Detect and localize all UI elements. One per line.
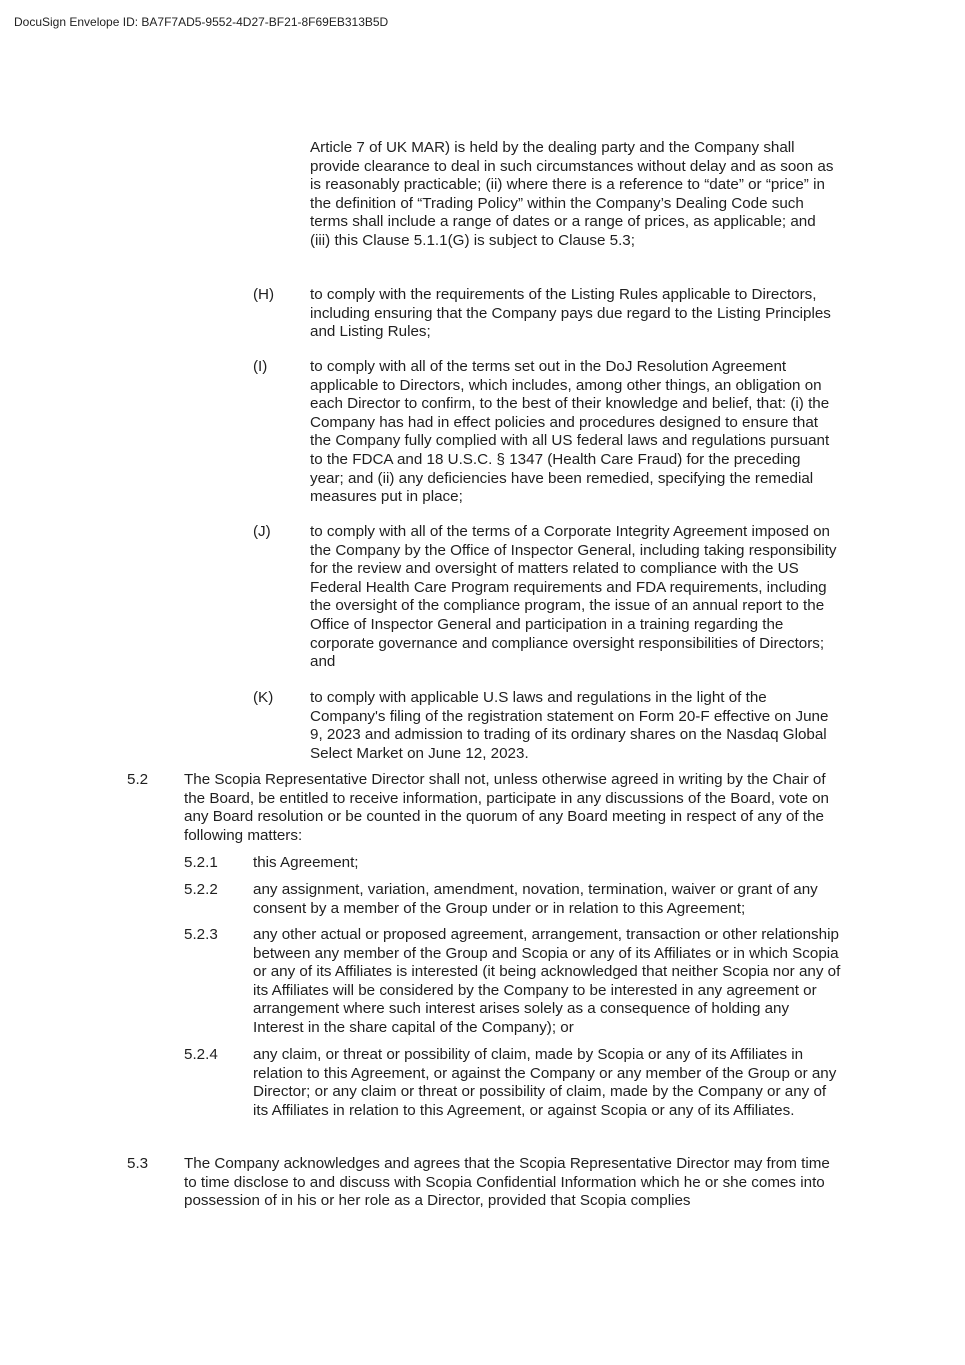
subclause-5-2-4-text: any claim, or threat or possibility of claim, made by Scopia or any of its Affiliates in relation to this Agreement, or against the Company or any member of the Group or any Director; or any claim or threat or possibility of claim, made by the Company or any of its Affiliates in relation to this Agreement, or against Scopia or any of its Affiliates. [253, 1046, 837, 1119]
subclause-5-2-1-text: this Agreement; [253, 854, 359, 871]
clause-5-2-number: 5.2 [127, 771, 149, 788]
subclause-5-2-2-number: 5.2.2 [184, 881, 218, 898]
clause-5-3-number: 5.3 [127, 1155, 149, 1172]
item-i-text: to comply with all of the terms set out in the DoJ Resolution Agreement applicable to Directors, which includes, among other things, an obligation on each Director to confirm, to the best of their knowledge and belief, that: (i) the Company has had in effect policies and procedures designed to ensure that the Company fully complied with all US federal laws and regulations pursuant to the FDCA and 18 U.S.C. § 1347 (Health Care Fraud) for the preceding year; and (ii) any deficiencies have been remedied, specifying the remedial measures put in place; [310, 358, 830, 506]
item-j-text: to comply with all of the terms of a Corporate Integrity Agreement imposed on the Company by the Office of Inspector General, including taking responsibility for the review and oversight of matters related to compliance with the US Federal Health Care Program requirements and FDA requirements, including the oversight of the compliance program, the issue of an annual report to the Office of Inspector General and participation in a training regarding the corporate governance and compliance oversight responsibilities of Directors; and [310, 523, 837, 671]
clause-5-2-text: The Scopia Representative Director shall not, unless otherwise agreed in writing by the Chair of the Board, be entitled to receive information, participate in any discussions of the Board, vote on any Board resolution or be counted in the quorum of any Board meeting in respect of any of the following matters: [184, 771, 830, 844]
item-h-text: to comply with the requirements of the Listing Rules applicable to Directors, including ensuring that the Company pays due regard to the Listing Principles and Listing Rules; [310, 286, 831, 341]
item-h-label: (H) [253, 286, 275, 303]
item-k-label: (K) [253, 689, 274, 706]
item-i-label: (I) [253, 358, 268, 375]
item-j-label: (J) [253, 523, 271, 540]
subclause-5-2-3-number: 5.2.3 [184, 926, 218, 943]
item-k-text: to comply with applicable U.S laws and regulations in the light of the Company's filing of the registration statement on Form 20-F effective on June 9, 2023 and admission to trading of its ordinary shares on the Nasdaq Global Select Market on June 12, 2023. [310, 689, 829, 762]
clause-5-3-text: The Company acknowledges and agrees that the Scopia Representative Director may from time to time disclose to and discuss with Scopia Confidential Information which he or she comes into possession of in his or her role as a Director, provided that Scopia complies [184, 1155, 830, 1210]
subclause-5-2-4-number: 5.2.4 [184, 1046, 218, 1063]
continuation-paragraph: Article 7 of UK MAR) is held by the dealing party and the Company shall provide clearance to deal in such circumstances without delay and as soon as is reasonably practicable; (ii) where there is a reference to “date” or “price” in the definition of “Trading Policy” within the Company’s Dealing Code such terms shall include a range of dates or a range of prices, as applicable; and (iii) this Clause 5.1.1(G) is subject to Clause 5.3; [310, 139, 834, 249]
subclause-5-2-2-text: any assignment, variation, amendment, novation, termination, waiver or grant of any consent by a member of the Group under or in relation to this Agreement; [253, 881, 818, 917]
envelope-id-header: DocuSign Envelope ID: BA7F7AD5-9552-4D27-BF21-8F69EB313B5D [14, 15, 389, 29]
subclause-5-2-1-number: 5.2.1 [184, 854, 218, 871]
subclause-5-2-3-text: any other actual or proposed agreement, arrangement, transaction or other relationship between any member of the Group and Scopia or any of its Affiliates or in which Scopia or any of its Affiliates is interested (it being acknowledged that neither Scopia nor any of its Affiliates will be considered by the Company to be interested in any agreement or arrangement where such interest arises solely as a consequence of holding any Interest in the share capital of the Company); or [253, 926, 841, 1036]
